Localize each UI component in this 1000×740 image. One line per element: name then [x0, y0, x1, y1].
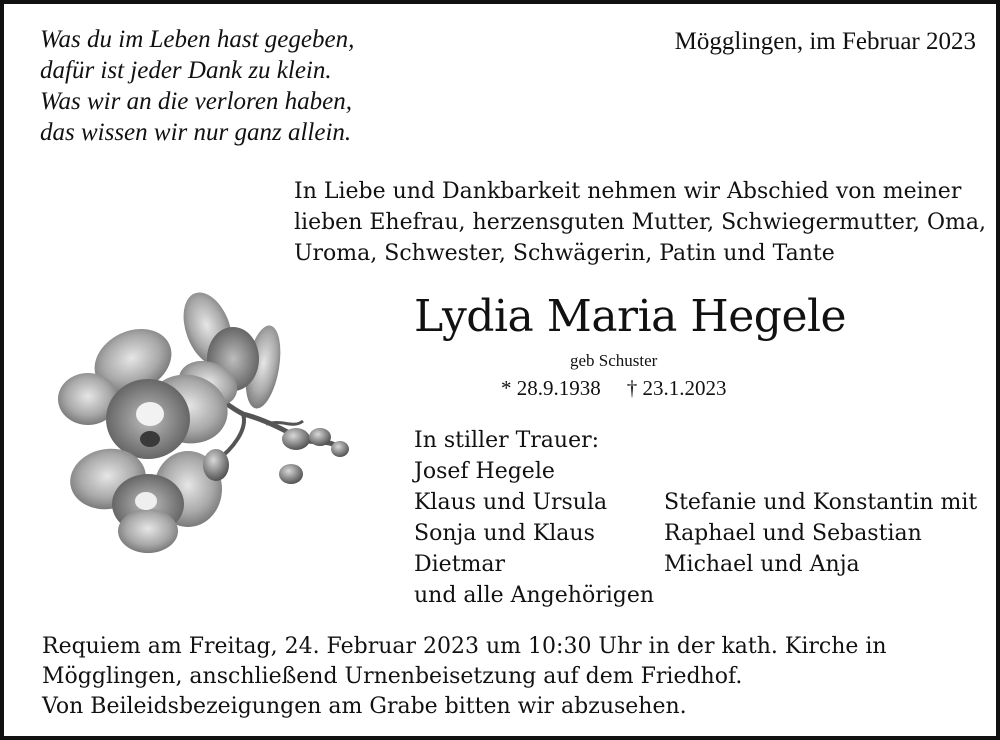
poem-line: dafür ist jeder Dank zu klein. — [40, 57, 332, 84]
mourner-entry: Raphael und Sebastian — [664, 521, 922, 546]
farewell-line: Uroma, Schwester, Schwägerin, Patin und Tante — [294, 241, 835, 266]
mourner-entry: Klaus und Ursula — [414, 490, 608, 515]
mourner-entry: Sonja und Klaus — [414, 521, 595, 546]
mourner-entry: Michael und Anja — [664, 552, 860, 577]
death-date: † 23.1.2023 — [626, 376, 727, 400]
service-line: Requiem am Freitag, 24. Februar 2023 um 10:30 Uhr in der kath. Kirche in — [42, 634, 887, 659]
poem-line: Was wir an die verloren haben, — [40, 88, 353, 115]
poem-line: das wissen wir nur ganz allein. — [40, 119, 352, 146]
mourner-entry: und alle Angehörigen — [414, 583, 655, 608]
memorial-poem — [40, 24, 354, 148]
maiden-name: geb Schuster — [570, 351, 658, 370]
farewell-line: In Liebe und Dankbarkeit nehmen wir Abschied von meiner — [294, 179, 962, 204]
poem-line: Was du im Leben hast gegeben, — [40, 26, 355, 53]
orchid-icon — [38, 289, 358, 564]
mourner-entry: In stiller Trauer: — [414, 428, 600, 453]
mourners-list-right — [664, 487, 977, 580]
service-line: Mögglingen, anschließend Urnenbeisetzung auf dem Friedhof. — [42, 664, 743, 689]
deceased-name: Lydia Maria Hegele — [414, 291, 847, 342]
mourner-entry: Dietmar — [414, 552, 506, 577]
life-dates — [501, 375, 727, 401]
service-line: Von Beileidsbezeigungen am Grabe bitten wir abzusehen. — [42, 694, 687, 719]
service-details — [42, 632, 982, 722]
birth-date: * 28.9.1938 — [501, 376, 601, 400]
farewell-line: lieben Ehefrau, herzensguten Mutter, Schwiegermutter, Oma, — [294, 210, 986, 235]
farewell-text — [294, 176, 984, 269]
mourner-entry: Josef Hegele — [414, 459, 555, 484]
place-and-date: Mögglingen, im Februar 2023 — [674, 28, 976, 55]
mourners-list-left — [414, 425, 654, 611]
mourner-entry: Stefanie und Konstantin mit — [664, 490, 978, 515]
